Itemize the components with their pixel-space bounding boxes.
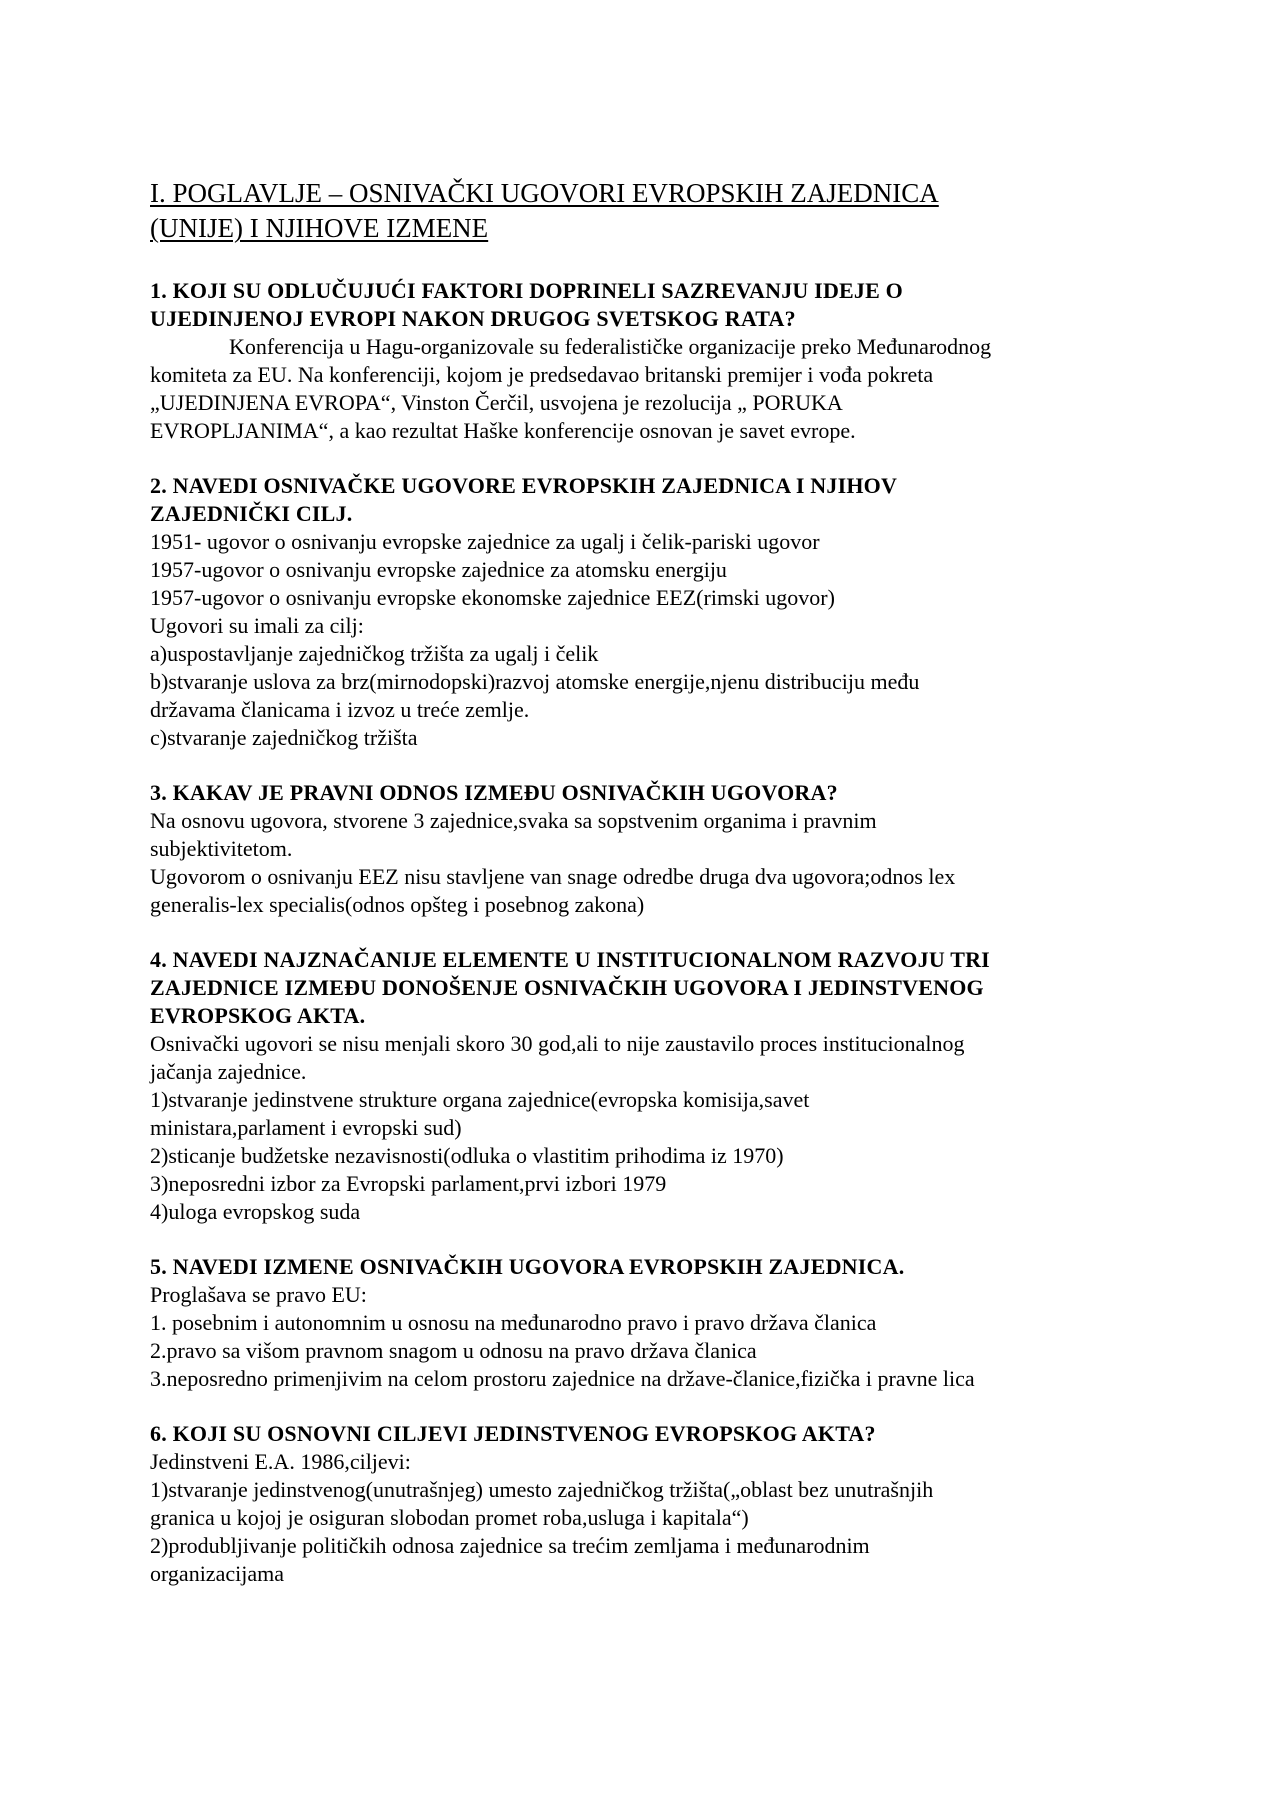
- answer-line: 2.pravo sa višom pravnom snagom u odnosu na pravo država članica: [150, 1338, 757, 1363]
- question-heading: [150, 1253, 1150, 1281]
- answer-line: c)stvaranje zajedničkog tržišta: [150, 725, 418, 750]
- question-heading: [150, 946, 1150, 1030]
- question-heading: [150, 779, 1150, 807]
- question-heading-line: 4. NAVEDI NAJZNAČANIJE ELEMENTE U INSTITUCIONALNOM RAZVOJU TRI: [150, 947, 990, 972]
- question-heading-line: 6. KOJI SU OSNOVNI CILJEVI JEDINSTVENOG EVROPSKOG AKTA?: [150, 1421, 876, 1446]
- answer-line: „UJEDINJENA EVROPA“, Vinston Čerčil, usvojena je rezolucija „ PORUKA: [150, 390, 843, 415]
- answer-line: 1951- ugovor o osnivanju evropske zajednice za ugalj i čelik-pariski ugovor: [150, 529, 820, 554]
- answer-line: Osnivački ugovori se nisu menjali skoro 30 god,ali to nije zaustavilo proces institucionalnog: [150, 1031, 965, 1056]
- document-page: [150, 176, 1150, 1615]
- question-section-6: [150, 1420, 1150, 1588]
- question-section-3: [150, 779, 1150, 919]
- question-heading-line: UJEDINJENOJ EVROPI NAKON DRUGOG SVETSKOG RATA?: [150, 306, 796, 331]
- question-heading-line: EVROPSKOG AKTA.: [150, 1003, 366, 1028]
- answer-line: a)uspostavljanje zajedničkog tržišta za ugalj i čelik: [150, 641, 599, 666]
- answer-line: 3.neposredno primenjivim na celom prostoru zajednice na države-članice,fizička i pravne lica: [150, 1366, 975, 1391]
- answer-line: subjektivitetom.: [150, 836, 293, 861]
- answer-line: 1)stvaranje jedinstvene strukture organa zajednice(evropska komisija,savet: [150, 1087, 810, 1112]
- chapter-title-line: (UNIJE) I NJIHOVE IZMENE: [150, 213, 489, 243]
- answer-line: državama članicama i izvoz u treće zemlje.: [150, 697, 530, 722]
- question-heading-line: ZAJEDNICE IZMEĐU DONOŠENJE OSNIVAČKIH UGOVORA I JEDINSTVENOG: [150, 975, 984, 1000]
- question-heading-line: 1. KOJI SU ODLUČUJUĆI FAKTORI DOPRINELI SAZREVANJU IDEJE O: [150, 278, 903, 303]
- question-heading-line: 5. NAVEDI IZMENE OSNIVAČKIH UGOVORA EVROPSKIH ZAJEDNICA.: [150, 1254, 905, 1279]
- chapter-title: [150, 176, 1150, 246]
- answer-line: 1957-ugovor o osnivanju evropske ekonomske zajednice EEZ(rimski ugovor): [150, 585, 835, 610]
- question-heading-line: 3. KAKAV JE PRAVNI ODNOS IZMEĐU OSNIVAČKIH UGOVORA?: [150, 780, 838, 805]
- answer-line: granica u kojoj je osiguran slobodan promet roba,usluga i kapitala“): [150, 1505, 749, 1530]
- answer-line: generalis-lex specialis(odnos opšteg i posebnog zakona): [150, 892, 645, 917]
- chapter-title-line: I. POGLAVLJE – OSNIVAČKI UGOVORI EVROPSKIH ZAJEDNICA: [150, 178, 939, 208]
- answer-line: Proglašava se pravo EU:: [150, 1282, 367, 1307]
- question-section-2: [150, 472, 1150, 752]
- answer-line: 1. posebnim i autonomnim u osnosu na međunarodno pravo i pravo država članica: [150, 1310, 877, 1335]
- answer-line: jačanja zajednice.: [150, 1059, 307, 1084]
- answer-line: 4)uloga evropskog suda: [150, 1199, 361, 1224]
- answer-line: Konferencija u Hagu-organizovale su federalističke organizacije preko Međunarodnog: [229, 334, 992, 359]
- answer-line: 2)sticanje budžetske nezavisnosti(odluka o vlastitim prihodima iz 1970): [150, 1143, 784, 1168]
- question-heading: [150, 472, 1150, 528]
- question-heading-line: ZAJEDNIČKI CILJ.: [150, 501, 353, 526]
- answer-line: EVROPLJANIMA“, a kao rezultat Haške konferencije osnovan je savet evrope.: [150, 418, 856, 443]
- answer-line: 1)stvaranje jedinstvenog(unutrašnjeg) umesto zajedničkog tržišta(„oblast bez unutrašnjih: [150, 1477, 934, 1502]
- answer-line: 1957-ugovor o osnivanju evropske zajednice za atomsku energiju: [150, 557, 727, 582]
- answer-line: komiteta za EU. Na konferenciji, kojom je predsedavao britanski premijer i vođa pokreta: [150, 362, 934, 387]
- answer-line: organizacijama: [150, 1561, 284, 1586]
- answer-line: b)stvaranje uslova za brz(mirnodopski)razvoj atomske energije,njenu distribuciju među: [150, 669, 920, 694]
- question-heading: [150, 277, 1150, 333]
- question-heading: [150, 1420, 1150, 1448]
- question-section-5: [150, 1253, 1150, 1393]
- answer-line: 3)neposredni izbor za Evropski parlament,prvi izbori 1979: [150, 1171, 667, 1196]
- question-section-1: [150, 277, 1150, 445]
- answer-line: Ugovori su imali za cilj:: [150, 613, 364, 638]
- answer-line: 2)produbljivanje političkih odnosa zajednice sa trećim zemljama i međunarodnim: [150, 1533, 870, 1558]
- answer-line: ministara,parlament i evropski sud): [150, 1115, 462, 1140]
- answer-line: Na osnovu ugovora, stvorene 3 zajednice,svaka sa sopstvenim organima i pravnim: [150, 808, 877, 833]
- question-section-4: [150, 946, 1150, 1226]
- question-heading-line: 2. NAVEDI OSNIVAČKE UGOVORE EVROPSKIH ZAJEDNICA I NJIHOV: [150, 473, 898, 498]
- answer-line: Ugovorom o osnivanju EEZ nisu stavljene van snage odredbe druga dva ugovora;odnos lex: [150, 864, 956, 889]
- answer-line: Jedinstveni E.A. 1986,ciljevi:: [150, 1449, 411, 1474]
